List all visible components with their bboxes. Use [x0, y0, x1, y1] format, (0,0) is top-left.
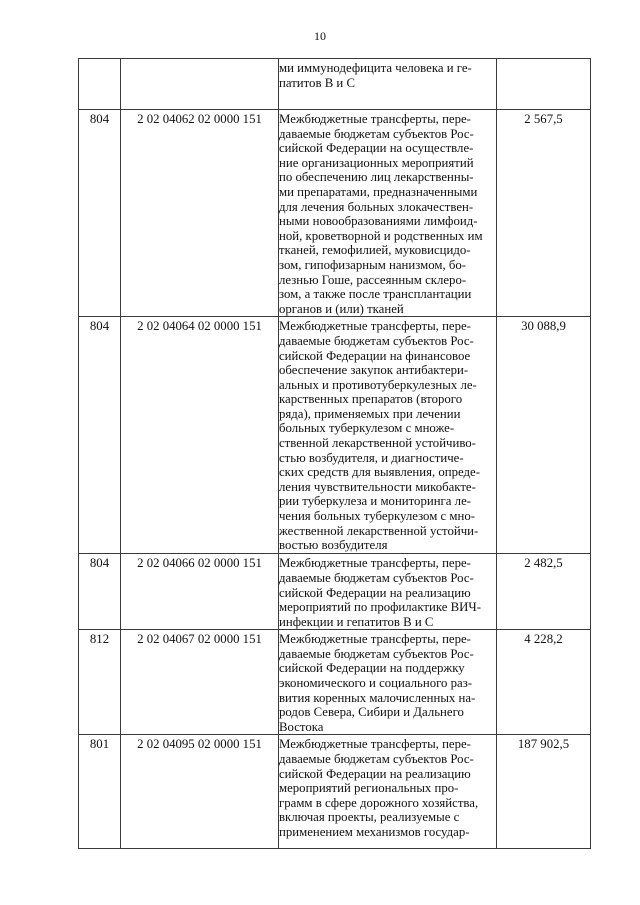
cell-budget-code: [121, 59, 279, 110]
cell-amount: 30 088,9: [497, 317, 591, 554]
cell-budget-code: 2 02 04064 02 0000 151: [121, 317, 279, 554]
table-row: [79, 735, 591, 849]
cell-description: Межбюджетные трансферты, пере- даваемые бюджетам субъектов Рос- сийской Федерации на реализацию мероприятий по профилактике ВИЧ- инфекции и гепатитов В и С: [279, 554, 497, 630]
budget-table: [78, 58, 591, 849]
cell-admin-code: 804: [79, 110, 121, 317]
table-row: [79, 110, 591, 317]
table-row: [79, 317, 591, 554]
cell-admin-code: 804: [79, 554, 121, 630]
cell-admin-code: 812: [79, 630, 121, 735]
cell-admin-code: 801: [79, 735, 121, 849]
cell-admin-code: [79, 59, 121, 110]
cell-amount: 2 482,5: [497, 554, 591, 630]
page-number: 10: [314, 29, 326, 43]
cell-budget-code: 2 02 04062 02 0000 151: [121, 110, 279, 317]
cell-budget-code: 2 02 04067 02 0000 151: [121, 630, 279, 735]
cell-amount: 187 902,5: [497, 735, 591, 849]
cell-amount: 2 567,5: [497, 110, 591, 317]
cell-budget-code: 2 02 04066 02 0000 151: [121, 554, 279, 630]
table-row: [79, 630, 591, 735]
cell-description: Межбюджетные трансферты, пере- даваемые бюджетам субъектов Рос- сийской Федерации на осуществле- ние организационных мероприятий по обеспечению лиц лекарственны- ми препаратами, предназначенными для лечения больных злокачествен- ными новообразованиями лимфоид- ной, кроветворной и родственных им тканей, гемофилией, муковисцидо- зом, гипофизарным нанизмом, бо- лезнью Гоше, рассеянным склеро- зом, а также после трансплантации органов и (или) тканей: [279, 110, 497, 317]
cell-budget-code: 2 02 04095 02 0000 151: [121, 735, 279, 849]
cell-admin-code: 804: [79, 317, 121, 554]
table-row: [79, 554, 591, 630]
cell-amount: 4 228,2: [497, 630, 591, 735]
cell-amount: [497, 59, 591, 110]
cell-description: Межбюджетные трансферты, пере- даваемые бюджетам субъектов Рос- сийской Федерации на финансовое обеспечение закупок антибактери- альных и противотуберкулезных ле- карственных препаратов (второго ряда), применяемых при лечении больных туберкулезом с множе- ственной лекарственной устойчиво- стью возбудителя, и диагностиче- ских средств для выявления, опреде- ления чувствительности микобакте- рии туберкулеза и мониторинга ле- чения больных туберкулезом с мно- жественной лекарственной устойчи- востью возбудителя: [279, 317, 497, 554]
table-row: [79, 59, 591, 110]
cell-description: Межбюджетные трансферты, пере- даваемые бюджетам субъектов Рос- сийской Федерации на реализацию мероприятий региональных про- грамм в сфере дорожного хозяйства, включая проекты, реализуемые с применением механизмов государ-: [279, 735, 497, 849]
cell-description: Межбюджетные трансферты, пере- даваемые бюджетам субъектов Рос- сийской Федерации на поддержку экономического и социального раз- вития коренных малочисленных на- родов Севера, Сибири и Дальнего Востока: [279, 630, 497, 735]
cell-description: ми иммунодефицита человека и ге- патитов В и С: [279, 59, 497, 110]
